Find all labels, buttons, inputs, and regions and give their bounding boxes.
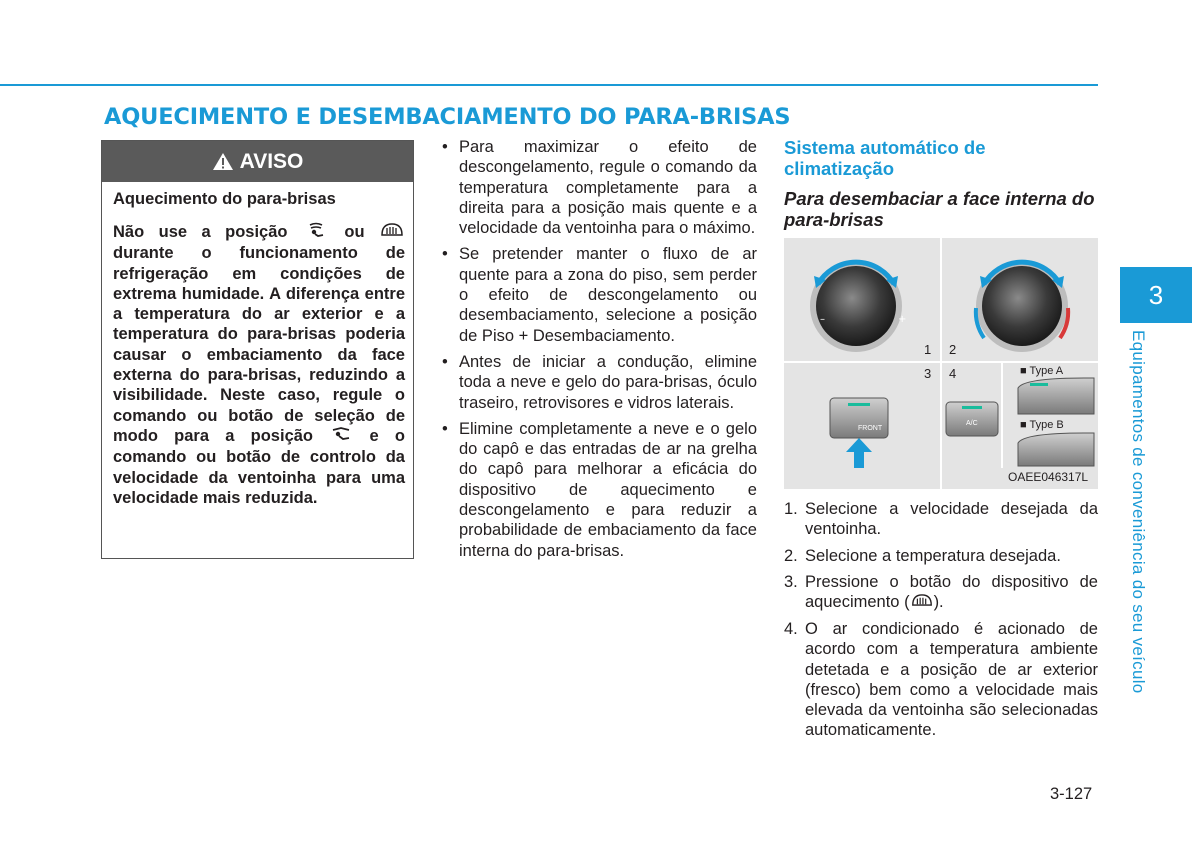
figure-label-3: 3: [924, 366, 932, 381]
list-item: 2. Selecione a temperatura desejada.: [784, 546, 1061, 565]
type-a-label: ■ Type A: [1020, 365, 1064, 377]
list-item: • Se pretender manter o fluxo de ar quente para a zona do piso, sem perder o efeito de descongelamento ou desembaciamento, selecione a posição de Piso + Desembaciamento.: [440, 244, 757, 345]
front-defrost-icon: [379, 222, 405, 243]
chapter-label: Equipamentos de conveniência do seu veículo: [1129, 330, 1148, 694]
climate-control-figure: [784, 238, 1098, 489]
warning-header: [102, 141, 413, 182]
front-defrost-icon: [910, 593, 934, 613]
front-button-label: FRONT: [858, 425, 883, 432]
figure-label-2: 2: [949, 342, 957, 357]
floor-defrost-icon: [329, 426, 353, 447]
list-item: • Antes de iniciar a condução, elimine toda a neve e gelo do para-brisas, óculo traseiro, retrovisores e vidros laterais.: [440, 352, 757, 413]
page-number: 3-127: [1050, 785, 1093, 803]
steps-list: [784, 499, 1098, 747]
list-item: • Elimine completamente a neve e o gelo do capô e das entradas de ar na grelha do capô para melhorar a eficácia do dispositivo de aquecimento e descongelamento e para reduzir a probabilidade de embaciamento da face interna do para-brisas.: [440, 419, 757, 561]
tips-list: [440, 137, 757, 567]
defrost-floor-mode-icon: [302, 222, 330, 243]
warning-text: Não use a posição ou durante o funcionamento de refrigeração em condições de extrema humidade. A diferença entre a temperatura do ar exterior e a temperatura do para-brisas poderia causar o embaciamento da face externa do para-brisas, reduzindo a visibilidade. Neste caso, regule o comando ou botão de seleção de modo para a posição e o comando ou botão de controlo da velocidade da ventoinha para uma velocidade mais reduzida.: [113, 223, 406, 507]
type-b-label: ■ Type B: [1020, 419, 1064, 431]
section-subtitle: Para desembaciar a face interna do para-brisas: [784, 188, 1095, 230]
warning-label: AVISO: [239, 149, 304, 173]
warning-triangle-icon: [212, 152, 234, 171]
warning-subtitle: Aquecimento do para-brisas: [113, 190, 336, 208]
figure-label-4: 4: [949, 366, 957, 381]
list-item: • Para maximizar o efeito de descongelamento, regule o comando da temperatura completamente para a direita para a posição mais quente e a velocidade da ventoinha para o máximo.: [440, 137, 757, 238]
figure-code: OAEE046317L: [1008, 470, 1089, 484]
page-title: AQUECIMENTO E DESEMBACIAMENTO DO PARA-BRISAS: [104, 104, 791, 130]
chapter-tab: 3: [1120, 267, 1192, 323]
section-title: Sistema automático de climatização: [784, 137, 986, 179]
list-item: 4. O ar condicionado é acionado de acordo com a temperatura ambiente detetada e a posição de ar exterior (fresco) bem como a velocidade mais elevada da ventoinha são selecionadas automaticamente.: [784, 619, 1098, 740]
list-item: 1. Selecione a velocidade desejada da ventoinha.: [784, 500, 1098, 539]
svg-text:–: –: [820, 314, 825, 325]
warning-box: [101, 140, 414, 559]
figure-label-1: 1: [924, 342, 932, 357]
top-rule: [0, 84, 1098, 86]
svg-text:+: +: [898, 314, 907, 325]
ac-button-label: A/C: [966, 420, 978, 427]
list-item: 3. Pressione o botão do dispositivo de aquecimento ( ).: [784, 572, 1098, 612]
climate-control-illustration: [784, 238, 1098, 489]
